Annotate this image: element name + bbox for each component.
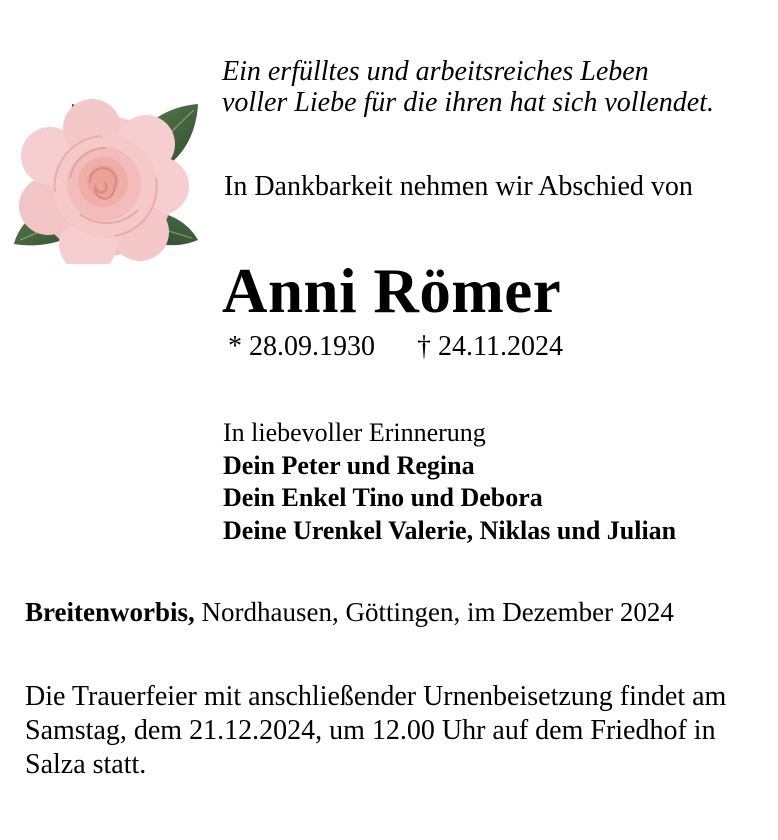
epitaph-quote-line1: Ein erfülltes und arbeitsreiches Leben bbox=[222, 56, 649, 87]
farewell-intro: In Dankbarkeit nehmen wir Abschied von bbox=[224, 171, 693, 202]
epitaph-quote-line2: voller Liebe für die ihren hat sich vollendet. bbox=[222, 87, 714, 118]
mourner-line: Dein Enkel Tino und Debora bbox=[223, 483, 543, 512]
funeral-line3: Salza statt. bbox=[25, 749, 147, 780]
mourner-line: Dein Peter und Regina bbox=[223, 450, 475, 480]
epitaph-quote bbox=[222, 56, 714, 118]
funeral-line2: Samstag, dem 21.12.2024, um 12.00 Uhr auf dem Friedhof in bbox=[25, 715, 716, 746]
life-dates bbox=[228, 331, 563, 363]
death-date: † 24.11.2024 bbox=[417, 331, 563, 362]
place-name: Breitenworbis, bbox=[25, 597, 195, 627]
birth-date: * 28.09.1930 bbox=[228, 331, 375, 362]
memorial-block bbox=[223, 417, 676, 547]
place-date-line bbox=[25, 597, 674, 628]
place-rest: Nordhausen, Göttingen, im Dezember 2024 bbox=[194, 597, 674, 627]
funeral-announcement bbox=[25, 680, 726, 782]
deceased-name: Anni Römer bbox=[222, 256, 562, 326]
mourner-line: Deine Urenkel Valerie, Niklas und Julian bbox=[223, 515, 677, 545]
rose-image bbox=[10, 92, 202, 264]
memorial-intro: In liebevoller Erinnerung bbox=[223, 418, 486, 447]
funeral-line1: Die Trauerfeier mit anschließender Urnenbeisetzung findet am bbox=[25, 681, 727, 712]
